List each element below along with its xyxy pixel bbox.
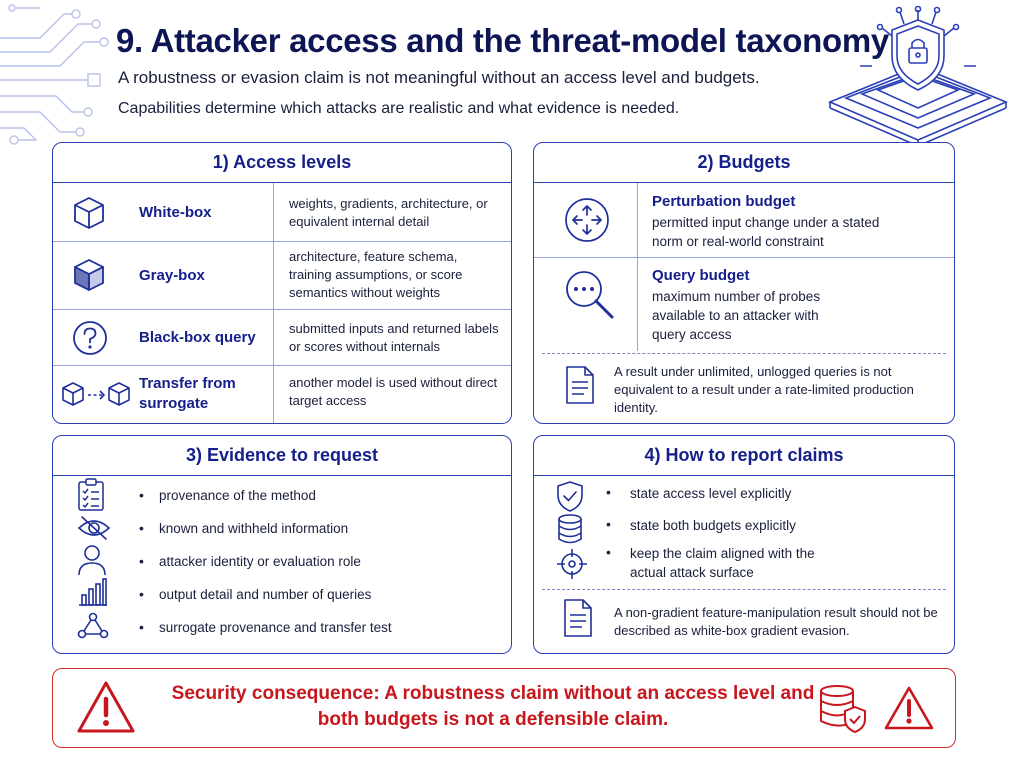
reporting-heading: 4) How to report claims	[534, 436, 954, 476]
evidence-heading: 3) Evidence to request	[53, 436, 511, 476]
evidence-text: surrogate provenance and transfer test	[159, 619, 392, 635]
reporting-note-separator	[542, 589, 946, 590]
document-icon	[562, 598, 594, 638]
reporting-text: keep the claim aligned with the actual attack surface	[630, 546, 815, 580]
database-shield-icon	[817, 683, 869, 740]
access-levels-heading: 1) Access levels	[53, 143, 511, 183]
page-title: 9. Attacker access and the threat-model taxonomy	[116, 22, 889, 59]
evidence-text: known and withheld information	[159, 520, 349, 536]
evidence-panel	[52, 435, 512, 654]
access-row-gray-box	[53, 242, 511, 310]
budgets-column-divider	[637, 183, 638, 351]
access-name-gray-box: Gray-box	[139, 267, 205, 284]
access-name-transfer: Transfer from surrogate	[139, 375, 236, 412]
security-consequence-banner	[52, 668, 956, 748]
bullet-dot: •	[139, 586, 144, 602]
access-desc-gray-box: architecture, feature schema, training assumptions, or score semantics without weights	[289, 249, 463, 300]
access-desc-black-box-query: submitted inputs and returned labels or scores without internals	[289, 321, 499, 354]
reporting-note: A non-gradient feature-manipulation result should not be described as white-box gradient evasion.	[614, 605, 938, 638]
perturbation-budget-title: Perturbation budget	[652, 193, 796, 210]
eye-slash-icon	[77, 515, 111, 541]
access-levels-panel	[52, 142, 512, 424]
network-icon	[77, 612, 109, 640]
budgets-panel	[533, 142, 955, 424]
reporting-text: state both budgets explicitly	[630, 518, 796, 533]
shield-check-icon	[556, 480, 584, 512]
query-budget-desc: maximum number of probes available to an attacker with query access	[652, 289, 821, 342]
cube-transfer-icon	[61, 380, 133, 410]
user-icon	[77, 544, 107, 576]
cube-icon	[71, 195, 107, 231]
access-name-white-box: White-box	[139, 204, 212, 221]
bullet-dot: •	[139, 487, 144, 503]
checklist-icon	[77, 478, 105, 512]
bar-chart-icon	[77, 577, 109, 607]
access-desc-white-box: weights, gradients, architecture, or equivalent internal detail	[289, 196, 488, 229]
circuit-decoration-icon	[0, 0, 110, 150]
bullet-dot: •	[606, 544, 611, 560]
bullet-dot: •	[606, 516, 611, 532]
reporting-panel	[533, 435, 955, 654]
crosshair-icon	[556, 548, 588, 580]
budgets-note: A result under unlimited, unlogged queries is not equivalent to a result under a rate-limited production identity.	[614, 364, 914, 415]
bullet-dot: •	[139, 520, 144, 536]
security-consequence-text: Security consequence: A robustness claim without an access level and both budgets is not a defensible claim.	[171, 683, 815, 730]
evidence-text: output detail and number of queries	[159, 586, 372, 602]
magnifier-icon	[562, 267, 620, 325]
warning-triangle-small-icon	[883, 685, 935, 736]
budgets-row-divider	[534, 257, 955, 258]
database-icon	[556, 514, 584, 544]
warning-triangle-icon	[75, 679, 137, 740]
shield-lock-platform-icon	[820, 6, 1016, 148]
access-name-black-box-query: Black-box query	[139, 329, 256, 346]
access-row-black-box-query	[53, 310, 511, 366]
budgets-note-separator	[542, 353, 946, 354]
bullet-dot: •	[139, 553, 144, 569]
shaded-cube-icon	[71, 257, 107, 293]
perturbation-budget-desc: permitted input change under a stated norm or real-world constraint	[652, 215, 880, 249]
access-row-transfer	[53, 366, 511, 424]
query-budget-title: Query budget	[652, 267, 750, 284]
budgets-heading: 2) Budgets	[534, 143, 954, 183]
bullet-dot: •	[606, 484, 611, 500]
access-row-white-box	[53, 183, 511, 242]
evidence-text: attacker identity or evaluation role	[159, 553, 361, 569]
evidence-text: provenance of the method	[159, 487, 316, 503]
access-desc-transfer: another model is used without direct target access	[289, 375, 498, 408]
bullet-dot: •	[139, 619, 144, 635]
subtitle-secondary: Capabilities determine which attacks are realistic and what evidence is needed.	[118, 100, 680, 117]
arrows-circle-icon	[564, 197, 610, 243]
question-mark-icon	[71, 319, 109, 357]
subtitle-primary: A robustness or evasion claim is not meaningful without an access level and budgets.	[118, 68, 760, 87]
reporting-text: state access level explicitly	[630, 486, 792, 501]
document-icon	[564, 365, 596, 405]
